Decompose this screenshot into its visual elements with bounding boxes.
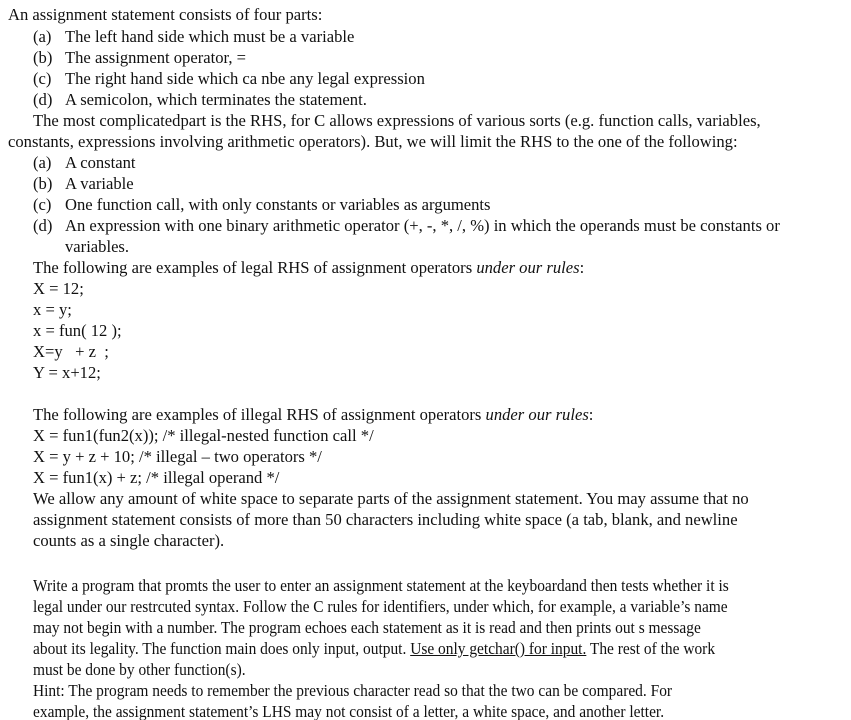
legal-example: Y = x+12; — [33, 363, 101, 382]
whitespace-paragraph-line: assignment statement consists of more than 50 characters including white space (a tab, blank, and newline — [33, 510, 738, 529]
rhs-option — [33, 153, 136, 173]
intro-line: An assignment statement consists of four parts: — [8, 5, 323, 24]
illegal-example: X = fun1(x) + z; /* illegal operand */ — [33, 468, 280, 487]
heading-emphasis: under our rules — [476, 258, 580, 277]
hint-line: example, the assignment statement’s LHS may not consist of a letter, a white space, and another letter. — [33, 702, 665, 720]
option-text: A constant — [65, 153, 136, 172]
illegal-heading — [33, 405, 593, 425]
task-paragraph-line: Write a program that promts the user to enter an assignment statement at the keyboardand then tests whether it is — [33, 576, 729, 595]
option-text: One function call, with only constants or variables as arguments — [65, 195, 491, 214]
task-paragraph-line: may not begin with a number. The program echoes each statement as it is read and then prints out s message — [33, 618, 701, 637]
hint-line: Hint: The program needs to remember the previous character read so that the two can be compared. For — [33, 681, 673, 700]
option-label: (d) — [33, 216, 53, 235]
option-label: (a) — [33, 153, 52, 172]
rhs-option — [33, 216, 780, 236]
option-text: An expression with one binary arithmetic operator (+, -, *, /, %) in which the operands must be constants or — [65, 216, 780, 235]
task-paragraph-line: legal under our restrcuted syntax. Follow the C rules for identifiers, under which, for example, a variable’s name — [33, 597, 728, 616]
part-item — [33, 48, 246, 68]
whitespace-paragraph-line: counts as a single character). — [33, 531, 225, 550]
legal-example: x = y; — [33, 300, 72, 319]
part-text: A semicolon, which terminates the statement. — [65, 90, 367, 109]
part-item — [33, 69, 425, 89]
legal-heading — [33, 258, 584, 278]
option-label: (c) — [33, 195, 52, 214]
rhs-option — [33, 174, 134, 194]
legal-example: x = fun( 12 ); — [33, 321, 122, 340]
heading-end: : — [579, 258, 585, 277]
legal-example: X=y + z ; — [33, 342, 109, 361]
heading-emphasis: under our rules — [485, 405, 589, 424]
heading-end: : — [588, 405, 594, 424]
part-label: (d) — [33, 90, 53, 109]
part-label: (a) — [33, 27, 52, 46]
part-item — [33, 27, 354, 47]
illegal-example: X = fun1(fun2(x)); /* illegal-nested function call */ — [33, 426, 374, 445]
part-label: (b) — [33, 48, 53, 67]
heading-text: The following are examples of illegal RHS of assignment operators — [33, 405, 486, 424]
rhs-paragraph-line: The most complicatedpart is the RHS, for C allows expressions of various sorts (e.g. function calls, variables, — [33, 111, 761, 130]
part-text: The assignment operator, = — [65, 48, 247, 67]
whitespace-paragraph-line: We allow any amount of white space to separate parts of the assignment statement. You may assume that no — [33, 489, 749, 508]
legal-example: X = 12; — [33, 279, 84, 298]
rhs-paragraph-line: constants, expressions involving arithmetic operators). But, we will limit the RHS to the one of the following: — [8, 132, 738, 151]
part-item — [33, 90, 367, 110]
task-paragraph-line: must be done by other function(s). — [33, 660, 246, 679]
task-paragraph-line — [33, 639, 715, 659]
rhs-option — [33, 195, 491, 215]
illegal-example: X = y + z + 10; /* illegal – two operators */ — [33, 447, 322, 466]
heading-text: The following are examples of legal RHS of assignment operators — [33, 258, 477, 277]
task-text: about its legality. The function main does only input, output. — [33, 639, 411, 658]
part-label: (c) — [33, 69, 52, 88]
part-text: The right hand side which ca nbe any legal expression — [65, 69, 425, 88]
rhs-option-continuation: variables. — [65, 237, 130, 256]
part-text: The left hand side which must be a variable — [65, 27, 355, 46]
option-label: (b) — [33, 174, 53, 193]
task-text: The rest of the work — [586, 639, 716, 658]
getchar-requirement: Use only getchar() for input. — [410, 639, 587, 658]
option-text: A variable — [65, 174, 134, 193]
